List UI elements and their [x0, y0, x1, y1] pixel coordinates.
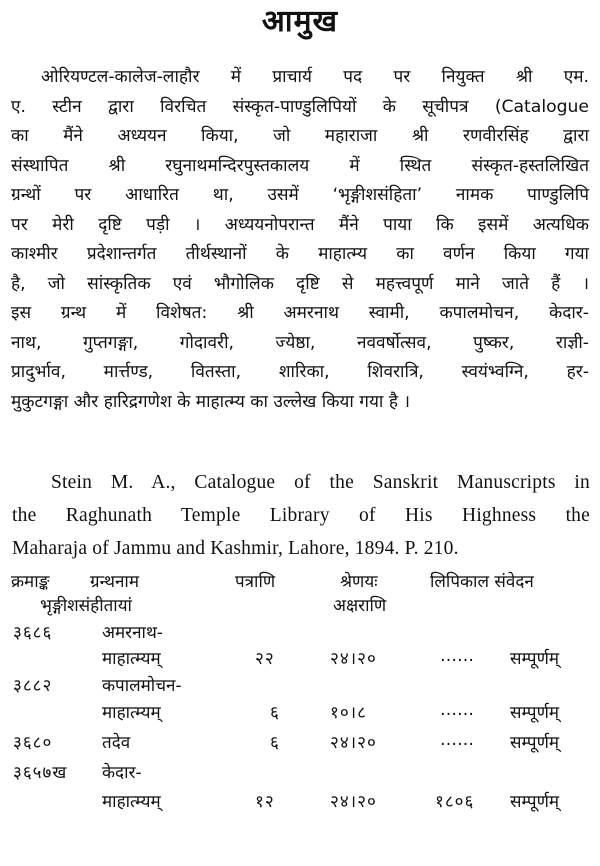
header-grade: श्रेणयः: [340, 572, 378, 592]
row-status: सम्पूर्णम्: [510, 703, 560, 723]
row-grade: १०।८: [330, 703, 367, 723]
citation-line: Stein M. A., Catalogue of the Sanskrit Manuscripts in: [51, 472, 590, 493]
row-status: सम्पूर्णम्: [510, 649, 560, 669]
row-date: १८०६: [435, 792, 475, 812]
row-name-line2: माहात्म्यम्: [102, 792, 161, 812]
header-date-status: लिपिकाल संवेदन: [430, 572, 534, 592]
header-name: ग्रन्थनाम: [90, 572, 139, 592]
row-name-line1: कपालमोचन-: [102, 676, 182, 696]
row-name-line2: माहात्म्यम्: [102, 703, 161, 723]
paragraph-line: ओरियण्टल-कालेज-लाहौर में प्राचार्य पद पर नियुक्त श्री एम.: [41, 67, 589, 87]
paragraph-line: संस्थापित श्री रघुनाथमन्दिरपुस्तकालय में स्थित संस्कृत-हस्तलिखित: [11, 155, 589, 176]
row-serial: ३८८२: [13, 676, 53, 696]
paragraph-line: ए. स्टीन द्वारा विरचित संस्कृत-पाण्डुलिपियों के सूचीपत्र (Catalogue: [11, 96, 589, 117]
paragraph-line: का मैंने अध्ययन किया, जो महाराजा श्री रणवीरसिंह द्वारा: [11, 126, 589, 146]
row-date: ……: [440, 700, 474, 720]
header-name-sub: भृङ्गीशसंहीतायां: [40, 596, 132, 616]
row-grade: २४।२०: [330, 733, 377, 753]
row-name-line1: केदार-: [102, 763, 142, 783]
row-serial: ३६८०: [13, 733, 53, 753]
header-folios: पत्राणि: [235, 572, 276, 592]
paragraph-line: प्रादुर्भाव, मार्त्तण्ड, वितस्ता, शारिका, शिवरात्रि, स्वयंभ्वग्नि, हर-: [11, 362, 589, 382]
row-grade: २४।२०: [330, 792, 377, 812]
row-status: सम्पूर्णम्: [510, 792, 560, 812]
row-name-line1: अमरनाथ-: [102, 623, 163, 643]
row-folios: ६: [270, 733, 280, 753]
row-date: ……: [440, 646, 474, 666]
paragraph-line: ग्रन्थों पर आधारित था, उसमें ‘भृङ्गीशसंहिता’ नामक पाण्डुलिपि: [11, 185, 589, 205]
row-folios: १२: [255, 792, 275, 812]
paragraph-line: मुकुटगङ्गा और हारिद्रगणेश के माहात्म्य का उल्लेख किया गया है ।: [11, 391, 410, 412]
row-date: ……: [440, 730, 474, 750]
row-name-line2: माहात्म्यम्: [102, 649, 161, 669]
row-status: सम्पूर्णम्: [510, 733, 560, 753]
paragraph-line: इस ग्रन्थ में विशेषत: श्री अमरनाथ स्वामी, कपालमोचन, केदार-: [11, 303, 589, 323]
paragraph-line: काश्मीर प्रदेशान्तर्गत तीर्थस्थानों के माहात्म्य का वर्णन किया गया: [11, 244, 589, 264]
paragraph-line: पर मेरी दृष्टि पड़ी । अध्ययनोपरान्त मैंने पाया कि इसमें अत्यधिक: [11, 214, 589, 235]
citation-line: Maharaja of Jammu and Kashmir, Lahore, 1894. P. 210.: [12, 538, 459, 559]
row-grade: २४।२०: [330, 649, 377, 669]
citation-line: the Raghunath Temple Library of His Highness the: [12, 505, 590, 526]
row-folios: ६: [270, 703, 280, 723]
paragraph-line: नाथ, गुप्तगङ्गा, गोदावरी, ज्येष्ठा, नववर्षोत्सव, पुष्कर, राज्ञी-: [11, 332, 589, 353]
row-name-line1: तदेव: [102, 733, 131, 753]
citation-reference: [12, 466, 590, 565]
row-folios: २२: [255, 649, 275, 669]
row-serial: ३६८६: [13, 623, 53, 643]
header-serial: क्रमाङ्क: [11, 572, 50, 592]
row-serial: ३६५७ख: [13, 763, 68, 783]
paragraph-line: है, जो सांस्कृतिक एवं भौगोलिक दृष्टि से महत्त्वपूर्ण माने जाते हैं ।: [11, 273, 589, 294]
preface-paragraph: [11, 63, 589, 417]
page-title: आमुख: [261, 4, 339, 39]
header-grade-sub: अक्षराणि: [333, 596, 387, 616]
